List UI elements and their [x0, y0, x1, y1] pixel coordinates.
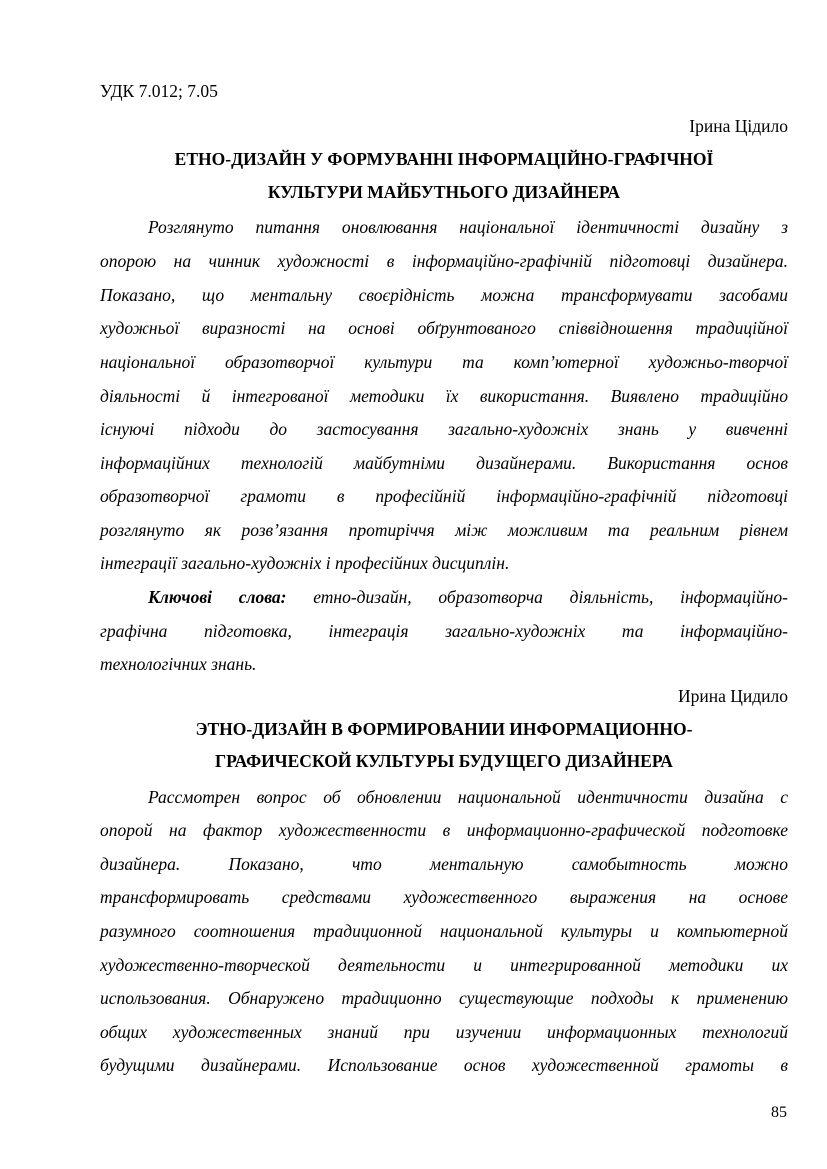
keywords-label: Ключові слова: [148, 587, 287, 607]
abstract-ua-line: існуючі підходи до застосування загально-художніх знань у вивченні [100, 419, 788, 439]
abstract-ru-line: будущими дизайнерами. Использование основ художественной грамоты в [100, 1055, 788, 1075]
keywords-ua-line: технологічних знань. [100, 654, 257, 674]
page-number: 85 [771, 1104, 787, 1121]
abstract-ua-line: національної образотворчої культури та комп’ютерної художньо-творчої [100, 352, 788, 372]
keywords-ua-line [148, 587, 788, 607]
abstract-ua-line: діяльності й інтегрованої методики їх використання. Виявлено традиційно [100, 386, 788, 406]
abstract-ru-line: использования. Обнаружено традиционно существующие подходы к применению [100, 988, 788, 1008]
abstract-ru-line: художественно-творческой деятельности и интегрированной методики их [100, 955, 788, 975]
udc-code: УДК 7.012; 7.05 [100, 81, 218, 101]
abstract-ua-line: розглянуто як розв’язання протиріччя між можливим та реальним рівнем [100, 520, 788, 540]
title-ua-line-1: ЕТНО-ДИЗАЙН У ФОРМУВАННІ ІНФОРМАЦІЙНО-ГРАФІЧНОЇ [174, 149, 714, 169]
abstract-ua-line: Розглянуто питання оновлювання національної ідентичності дизайну з [148, 217, 788, 237]
author-ru: Ирина Цидило [677, 686, 788, 706]
title-ua-line-2: КУЛЬТУРИ МАЙБУТНЬОГО ДИЗАЙНЕРА [267, 182, 621, 202]
title-ru-line-2: ГРАФИЧЕСКОЙ КУЛЬТУРЫ БУДУЩЕГО ДИЗАЙНЕРА [215, 751, 673, 771]
abstract-ua-line: інформаційних технологій майбутніми дизайнерами. Використання основ [100, 453, 788, 473]
abstract-ua-line: художньої виразності на основі обґрунтованого співвідношення традиційної [100, 318, 788, 338]
abstract-ru-line: опорой на фактор художественности в информационно-графической подготовке [100, 820, 788, 840]
abstract-ru-line: общих художественных знаний при изучении информационных технологий [100, 1022, 788, 1042]
author-ua: Ірина Цідило [689, 116, 788, 136]
keywords-ua-line: графічна підготовка, інтеграція загально-художніх та інформаційно- [100, 621, 788, 641]
abstract-ua-line: опорою на чинник художності в інформаційно-графічній підготовці дизайнера. [100, 251, 788, 271]
keywords-text: етно-дизайн, образотворча діяльність, інформаційно- [313, 587, 788, 607]
abstract-ru-line: разумного соотношения традиционной национальной культуры и компьютерной [100, 921, 788, 941]
abstract-ua-line: інтеграції загально-художніх і професійних дисциплін. [100, 553, 510, 573]
abstract-ua-line: Показано, що ментальну своєрідність можна трансформувати засобами [100, 285, 788, 305]
abstract-ru-line: дизайнера. Показано, что ментальную самобытность можно [100, 854, 788, 874]
abstract-ua-line: образотворчої грамоти в професійній інформаційно-графічній підготовці [100, 486, 788, 506]
title-ru-line-1: ЭТНО-ДИЗАЙН В ФОРМИРОВАНИИ ИНФОРМАЦИОННО- [195, 719, 693, 739]
abstract-ru-line: трансформировать средствами художественного выражения на основе [100, 887, 788, 907]
abstract-ru-line: Рассмотрен вопрос об обновлении национальной идентичности дизайна с [148, 787, 788, 807]
